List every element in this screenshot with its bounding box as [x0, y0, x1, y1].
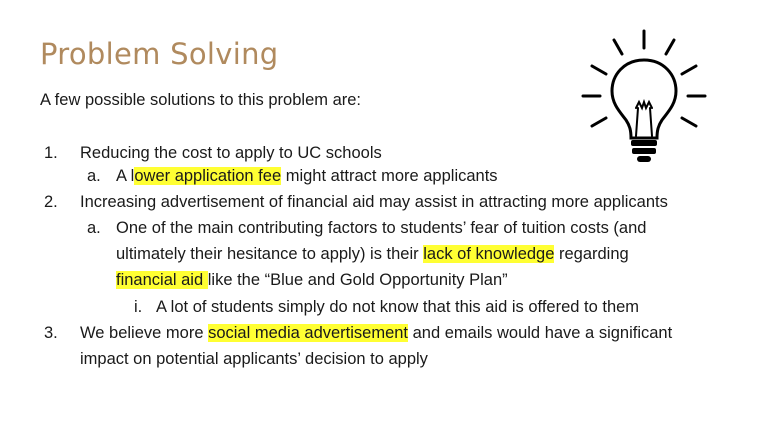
sublist-item: A lower application fee might attract more applicants	[116, 167, 498, 185]
subsublist-item: A lot of students simply do not know that this aid is offered to them	[156, 298, 640, 316]
highlighted-text: financial aid	[116, 271, 208, 289]
lightbulb-icon	[580, 28, 708, 168]
slide-title: Problem Solving	[40, 37, 279, 71]
list-marker: 1.	[44, 144, 58, 162]
list-marker: 2.	[44, 193, 58, 211]
list-item: We believe more social media advertisement and emails would have a significant	[80, 324, 673, 342]
sublist-marker: a.	[87, 167, 101, 185]
sublist-item: One of the main contributing factors to students’ fear of tuition costs (and	[116, 219, 647, 237]
list-item: Reducing the cost to apply to UC schools	[80, 144, 382, 162]
sublist-item-continued: ultimately their hesitance to apply) is their lack of knowledge regarding	[116, 245, 629, 263]
highlighted-text: lack of knowledge	[423, 245, 555, 263]
sublist-item-continued: financial aid like the “Blue and Gold Opportunity Plan”	[116, 271, 508, 289]
highlighted-text: social media advertisement	[208, 324, 409, 342]
list-marker: 3.	[44, 324, 58, 342]
highlighted-text: ower application fee	[134, 167, 282, 185]
list-item: Increasing advertisement of financial aid may assist in attracting more applicants	[80, 193, 668, 211]
intro-text: A few possible solutions to this problem are:	[40, 91, 362, 109]
list-item-continued: impact on potential applicants’ decision to apply	[80, 350, 428, 368]
subsublist-marker: i.	[134, 298, 143, 316]
sublist-marker: a.	[87, 219, 101, 237]
